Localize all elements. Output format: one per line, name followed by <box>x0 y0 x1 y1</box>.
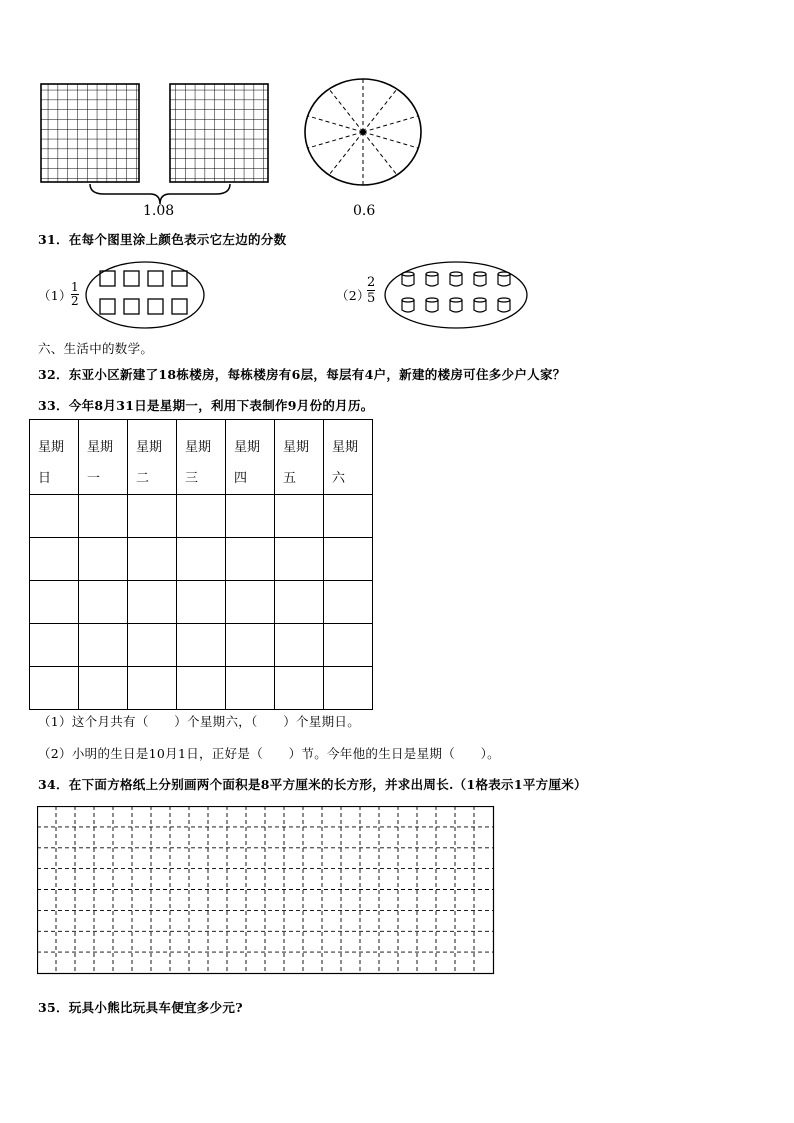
cylinders-oval[interactable] <box>381 258 531 332</box>
calendar-row <box>30 624 373 667</box>
calendar-cell[interactable] <box>128 538 177 581</box>
question-32: 32．东亚小区新建了18栋楼房，每栋楼房有6层，每层有4户，新建的楼房可住多少户人家？ <box>38 367 566 382</box>
calendar-header-tue: 星期 二 <box>128 420 177 495</box>
calendar-header-mon: 星期 一 <box>79 420 128 495</box>
calendar-row <box>30 667 373 710</box>
q31-part2-label: （2） <box>336 288 370 303</box>
calendar-cell[interactable] <box>128 624 177 667</box>
question-33: 33．今年8月31日是星期一，利用下表制作9月份的月历。 <box>38 398 374 413</box>
calendar-cell[interactable] <box>30 667 79 710</box>
circle-value-label: 0.6 <box>353 203 376 219</box>
graph-paper-grid[interactable] <box>37 806 497 976</box>
calendar-header-sat: 星期 六 <box>324 420 373 495</box>
calendar-cell[interactable] <box>324 667 373 710</box>
calendar-table <box>29 419 373 710</box>
calendar-cell[interactable] <box>30 624 79 667</box>
calendar-cell[interactable] <box>226 495 275 538</box>
calendar-cell[interactable] <box>226 624 275 667</box>
calendar-cell[interactable] <box>30 538 79 581</box>
calendar-cell[interactable] <box>177 581 226 624</box>
calendar-cell[interactable] <box>128 581 177 624</box>
q31-part1-label: （1） <box>38 288 72 303</box>
squares-oval[interactable] <box>83 258 208 332</box>
calendar-cell[interactable] <box>79 624 128 667</box>
calendar-cell[interactable] <box>226 538 275 581</box>
calendar-row <box>30 538 373 581</box>
calendar-cell[interactable] <box>226 581 275 624</box>
calendar-cell[interactable] <box>324 538 373 581</box>
question-34: 34．在下面方格纸上分别画两个面积是8平方厘米的长方形，并求出周长.（1格表示1平方厘米） <box>38 777 587 792</box>
grid-square-left <box>41 84 139 182</box>
q31-part2-fraction: $\frac{2}{5}$ <box>367 275 376 306</box>
q33-sub-1: （1）这个月共有（ ）个星期六，（ ）个星期日。 <box>38 714 361 729</box>
calendar-cell[interactable] <box>30 495 79 538</box>
calendar-cell[interactable] <box>30 581 79 624</box>
brace <box>90 184 230 204</box>
calendar-cell[interactable] <box>177 495 226 538</box>
calendar-cell[interactable] <box>275 538 324 581</box>
calendar-cell[interactable] <box>177 624 226 667</box>
calendar-cell[interactable] <box>177 667 226 710</box>
calendar-row <box>30 581 373 624</box>
calendar-cell[interactable] <box>79 495 128 538</box>
calendar-cell[interactable] <box>128 495 177 538</box>
calendar-cell[interactable] <box>79 667 128 710</box>
question-35: 35．玩具小熊比玩具车便宜多少元? <box>38 1000 243 1015</box>
divided-circle-figure <box>300 76 430 191</box>
q31-part1-fraction: $\frac{1}{2}$ <box>71 280 79 308</box>
calendar-cell[interactable] <box>128 667 177 710</box>
calendar-cell[interactable] <box>324 581 373 624</box>
calendar-cell[interactable] <box>79 538 128 581</box>
question-31: 31．在每个图里涂上颜色表示它左边的分数 <box>38 232 287 247</box>
calendar-row <box>30 495 373 538</box>
calendar-header-thu: 星期 四 <box>226 420 275 495</box>
calendar-header-sun: 星期 日 <box>30 420 79 495</box>
grid-value-label: 1.08 <box>143 203 175 219</box>
calendar-cell[interactable] <box>275 667 324 710</box>
calendar-cell[interactable] <box>275 581 324 624</box>
calendar-cell[interactable] <box>79 581 128 624</box>
calendar-header-wed: 星期 三 <box>177 420 226 495</box>
calendar-cell[interactable] <box>177 538 226 581</box>
calendar-cell[interactable] <box>324 624 373 667</box>
calendar-cell[interactable] <box>226 667 275 710</box>
calendar-cell[interactable] <box>275 624 324 667</box>
hundred-grid-figure <box>38 80 288 222</box>
calendar-cell[interactable] <box>275 495 324 538</box>
calendar-header-fri: 星期 五 <box>275 420 324 495</box>
section-6-title: 六、生活中的数学。 <box>38 341 154 356</box>
calendar-cell[interactable] <box>324 495 373 538</box>
q33-sub-2: （2）小明的生日是10月1日，正好是（ ）节。今年他的生日是星期（ ）。 <box>38 746 500 761</box>
grid-square-right <box>170 84 268 182</box>
